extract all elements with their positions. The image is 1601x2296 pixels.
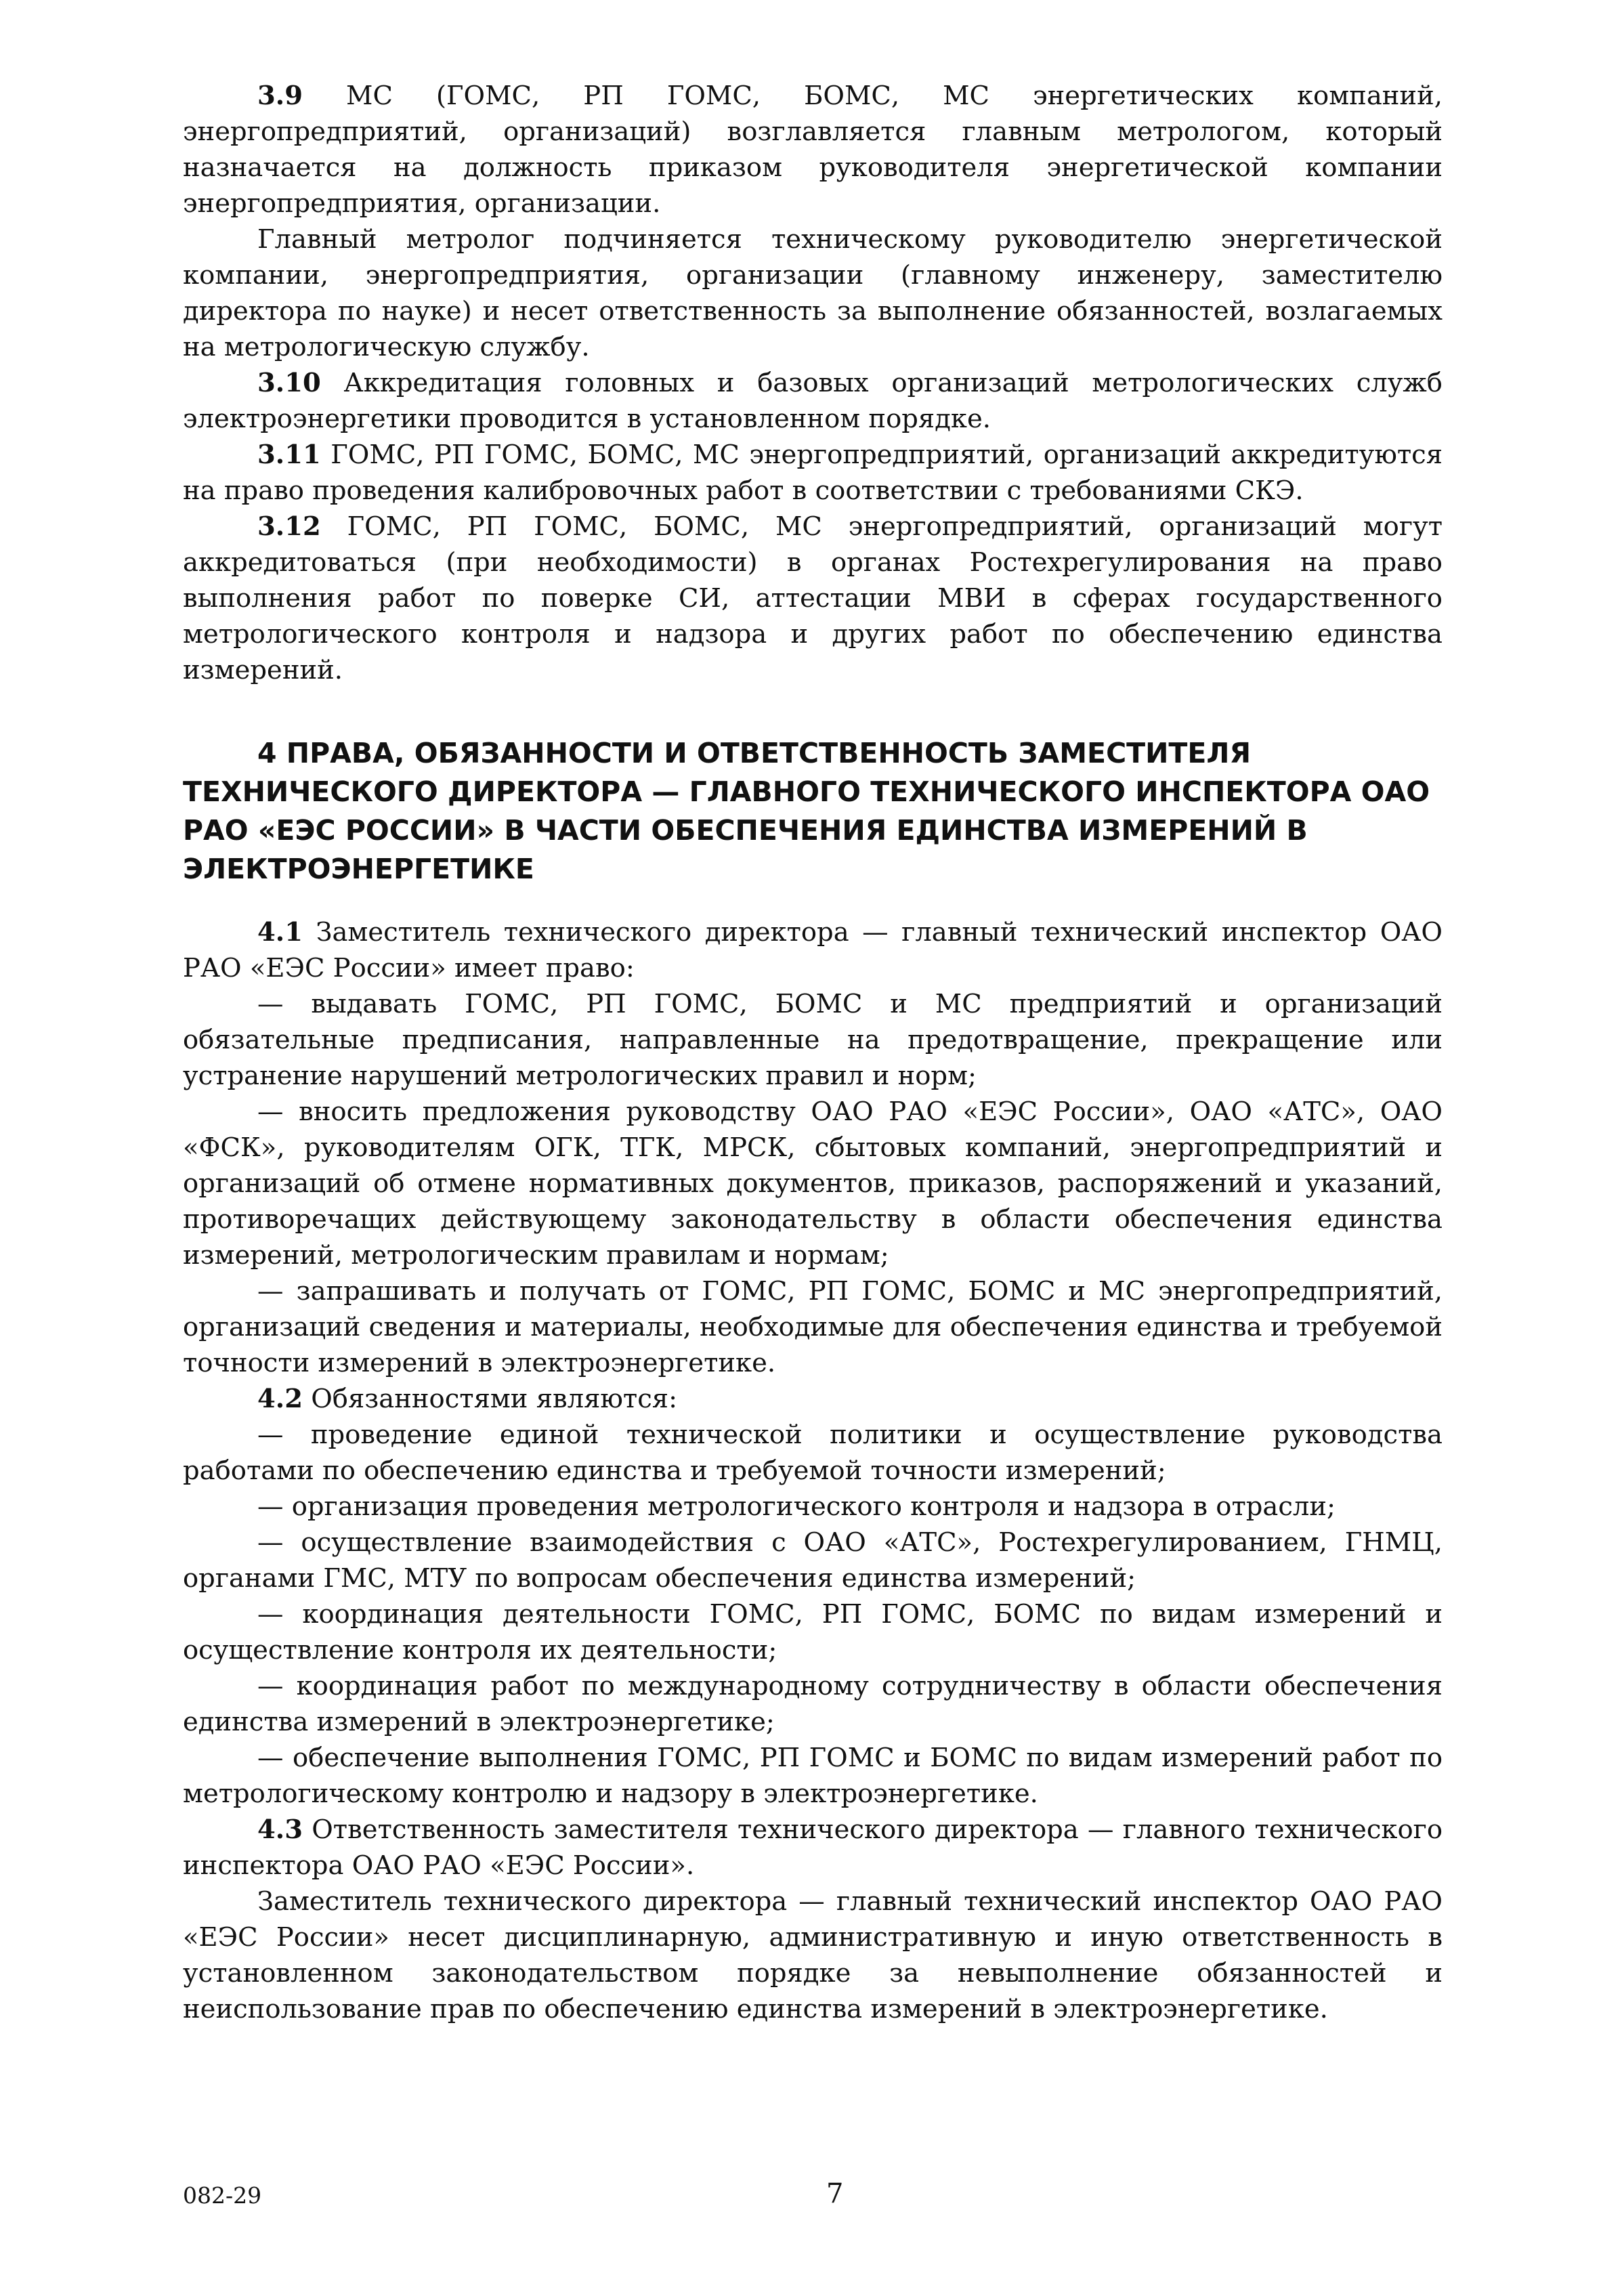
paragraph [183, 509, 1443, 688]
paragraph-text: — вносить предложения руководству ОАО РАО «ЕЭС России», ОАО «АТС», ОАО «ФСК», руководителям ОГК, ТГК, МРСК, сбытовых компаний, энергопредприятий и организаций об отмене нормативных документов, приказов, распоряжений и указаний, противоречащих действующему законодательству в области обеспечения единства измерений, метрологическим правилам и нормам; [183, 1097, 1443, 1271]
clause-number: 3.11 [257, 440, 321, 470]
paragraph-text: ГОМС, РП ГОМС, БОМС, МС энергопредприятий, организаций могут аккредитоваться (при необходимости) в органах Ростехрегулирования на право выполнения работ по поверке СИ, аттестации МВИ в сферах государственного метрологического контроля и надзора и других работ по обеспечению единства измерений. [183, 511, 1443, 685]
list-item [183, 1489, 1443, 1525]
list-item [183, 1094, 1443, 1273]
paragraph-text: Обязанностями являются: [302, 1384, 678, 1414]
list-item [183, 1740, 1443, 1812]
list-item [183, 1417, 1443, 1489]
paragraph-text: — обеспечение выполнения ГОМС, РП ГОМС и БОМС по видам измерений работ по метрологическому контролю и надзору в электроэнергетике. [183, 1743, 1443, 1809]
list-item [183, 986, 1443, 1094]
paragraph-text: ГОМС, РП ГОМС, БОМС, МС энергопредприятий, организаций аккредитуются на право проведения калибровочных работ в соответствии с требованиями СКЭ. [183, 440, 1443, 506]
paragraph-text: Аккредитация головных и базовых организаций метрологических служб электроэнергетики проводится в установленном порядке. [183, 368, 1443, 434]
clause-number: 3.12 [257, 511, 321, 542]
clause-number: 4.3 [257, 1814, 303, 1845]
paragraph-text: — осуществление взаимодействия с ОАО «АТС», Ростехрегулированием, ГНМЦ, органами ГМС, МТУ по вопросам обеспечения единства измерений; [183, 1527, 1443, 1594]
clause-number: 3.9 [257, 81, 303, 111]
page-number: 7 [826, 2178, 844, 2209]
paragraph-text: — организация проведения метрологического контроля и надзора в отрасли; [257, 1491, 1336, 1522]
paragraph [183, 1884, 1443, 2027]
page-content [183, 78, 1443, 2027]
paragraph-text: Главный метролог подчиняется техническому руководителю энергетической компании, энергопредприятия, организации (главному инженеру, заместителю директора по науке) и несет ответственность за выполнение обязанностей, возлагаемых на метрологическую службу. [183, 224, 1443, 362]
clause-number: 3.10 [257, 368, 321, 398]
document-code: 082-29 [183, 2182, 262, 2209]
paragraph [183, 1381, 1443, 1417]
paragraph-text: — выдавать ГОМС, РП ГОМС, БОМС и МС предприятий и организаций обязательные предписания, направленные на предотвращение, прекращение или устранение нарушений метрологических правил и норм; [183, 989, 1443, 1091]
section-3-paragraphs [183, 78, 1443, 688]
list-item [183, 1525, 1443, 1596]
paragraph-text: Заместитель технического директора — главный технический инспектор ОАО РАО «ЕЭС России» имеет право: [183, 917, 1443, 983]
paragraph [183, 365, 1443, 437]
paragraph-text: МС (ГОМС, РП ГОМС, БОМС, МС энергетических компаний, энергопредприятий, организаций) возглавляется главным метрологом, который назначается на должность приказом руководителя энергетической компании энергопредприятия, организации. [183, 81, 1443, 219]
list-item [183, 1596, 1443, 1668]
paragraph-text: — координация работ по международному сотрудничеству в области обеспечения единства измерений в электроэнергетике; [183, 1671, 1443, 1737]
paragraph-text: — проведение единой технической политики и осуществление руководства работами по обеспечению единства и требуемой точности измерений; [183, 1420, 1443, 1486]
paragraph [183, 78, 1443, 221]
section-heading: 4 ПРАВА, ОБЯЗАННОСТИ И ОТВЕТСТВЕННОСТЬ ЗАМЕСТИТЕЛЯ ТЕХНИЧЕСКОГО ДИРЕКТОРА — ГЛАВНОГО ТЕХНИЧЕСКОГО ИНСПЕКТОРА ОАО РАО «ЕЭС РОССИИ» В ЧАСТИ ОБЕСПЕЧЕНИЯ ЕДИНСТВА ИЗМЕРЕНИЙ В ЭЛЕКТРОЭНЕРГЕТИКЕ [183, 737, 1430, 885]
paragraph [183, 437, 1443, 509]
list-item [183, 1668, 1443, 1740]
paragraph [183, 221, 1443, 365]
paragraph [183, 914, 1443, 986]
clause-number: 4.1 [257, 917, 303, 948]
paragraph-text: Ответственность заместителя технического директора — главного технического инспектора ОАО РАО «ЕЭС России». [183, 1814, 1443, 1881]
paragraph [183, 1812, 1443, 1884]
section-4-paragraphs [183, 914, 1443, 2027]
list-item [183, 1273, 1443, 1381]
paragraph-text: Заместитель технического директора — главный технический инспектор ОАО РАО «ЕЭС России» несет дисциплинарную, административную и иную ответственность в установленном законодательством порядке за невыполнение обязанностей и неиспользование прав по обеспечению единства измерений в электроэнергетике. [183, 1886, 1443, 2024]
clause-number: 4.2 [257, 1384, 303, 1414]
paragraph-text: — запрашивать и получать от ГОМС, РП ГОМС, БОМС и МС энергопредприятий, организаций сведения и материалы, необходимые для обеспечения единства и требуемой точности измерений в электроэнергетике. [183, 1276, 1443, 1378]
paragraph-text: — координация деятельности ГОМС, РП ГОМС, БОМС по видам измерений и осуществление контроля их деятельности; [183, 1599, 1443, 1665]
